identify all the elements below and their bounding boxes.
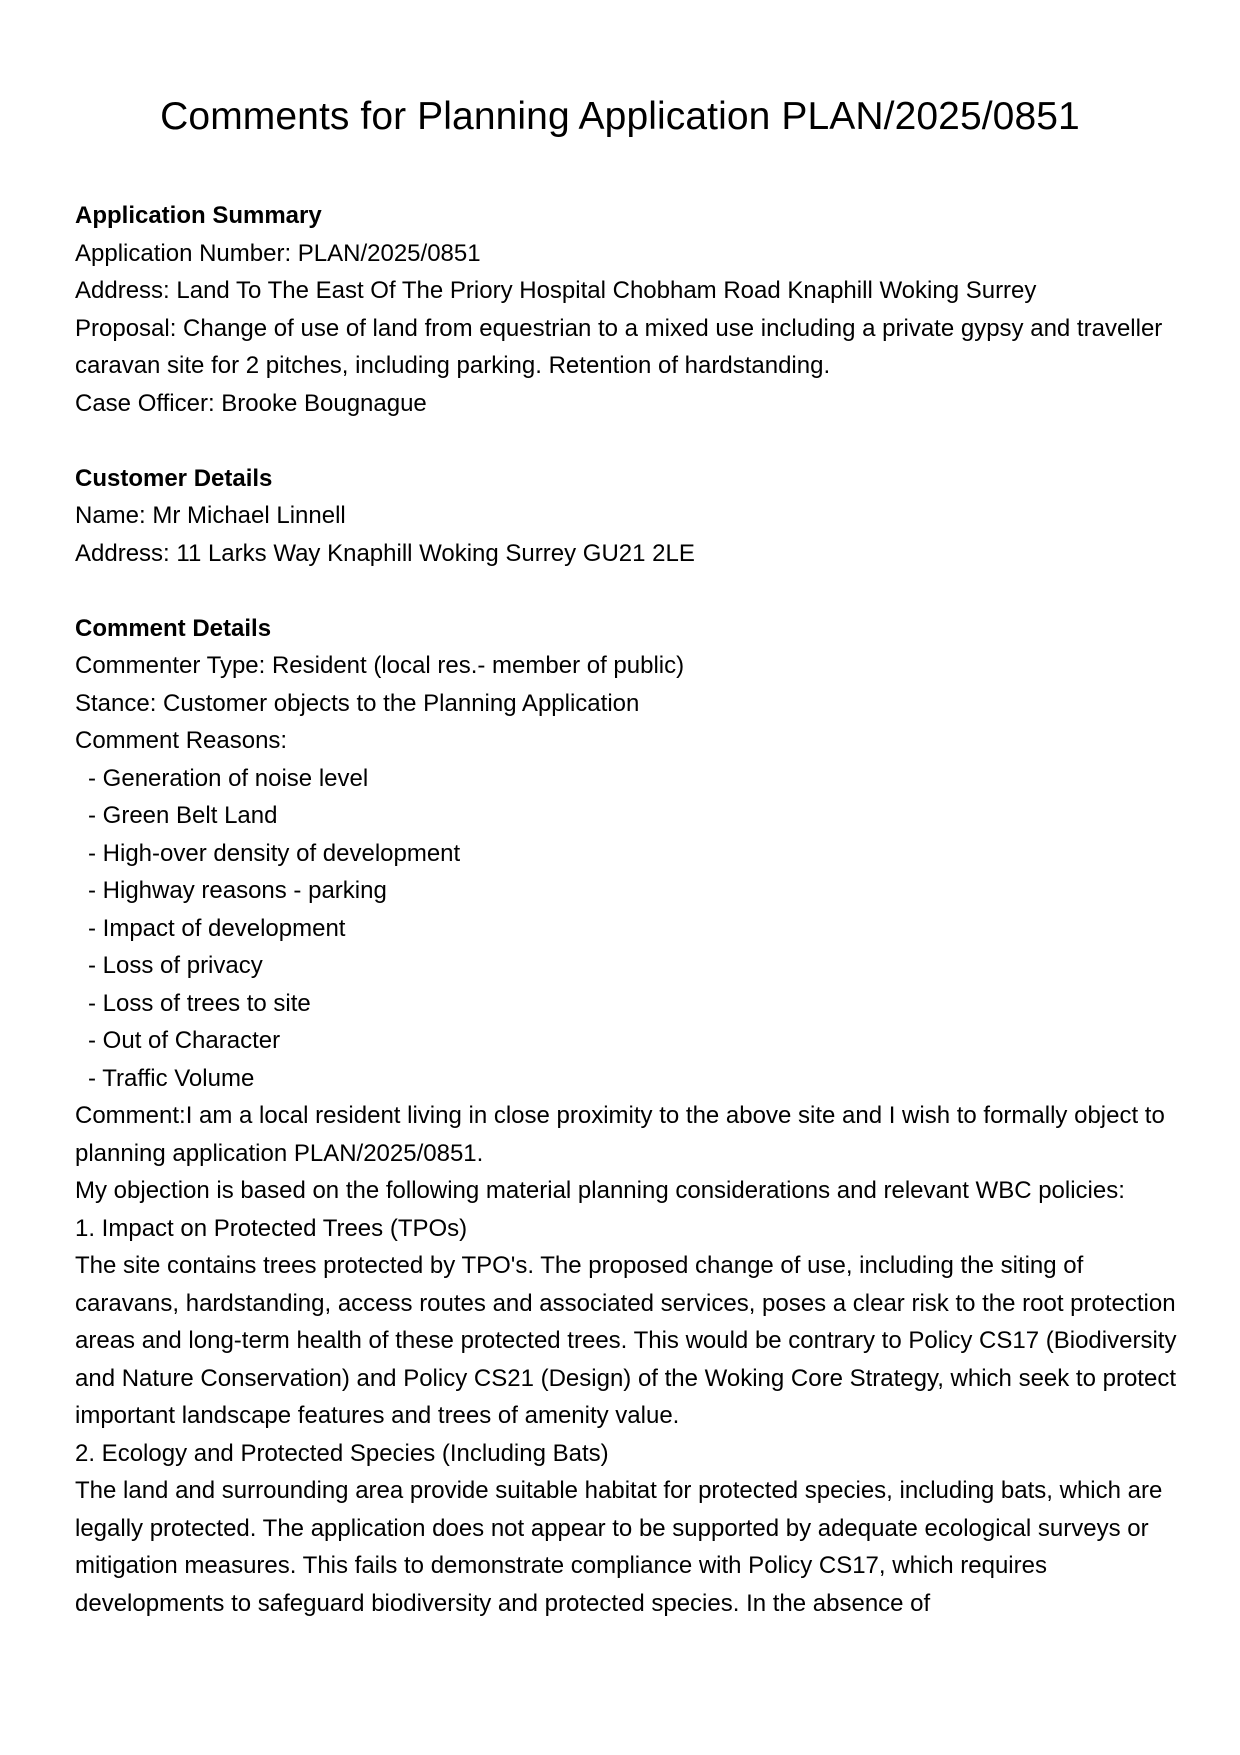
list-item: - Loss of privacy	[75, 947, 1185, 985]
application-number: Application Number: PLAN/2025/0851	[75, 239, 481, 267]
application-summary-section	[75, 197, 1185, 422]
customer-address: Address: 11 Larks Way Knaphill Woking Surrey GU21 2LE	[75, 539, 695, 567]
comment-details-heading: Comment Details	[75, 614, 272, 642]
comment-intro: Comment:I am a local resident living in close proximity to the above site and I wish to formally object to planning application PLAN/2025/0851.	[75, 1102, 1165, 1167]
list-item: - Out of Character	[75, 1022, 1185, 1060]
application-address: Address: Land To The East Of The Priory Hospital Chobham Road Knaphill Woking Surrey	[75, 277, 1037, 304]
case-officer: Case Officer: Brooke Bougnague	[75, 389, 427, 417]
customer-details-section	[75, 460, 1185, 573]
comment-reasons-list	[75, 760, 1185, 1098]
comment-reasons-label: Comment Reasons:	[75, 727, 288, 754]
comment-details-section	[75, 610, 1185, 1623]
list-item: - Impact of development	[75, 910, 1185, 948]
section-spacer	[75, 572, 1185, 610]
customer-details-heading: Customer Details	[75, 464, 273, 492]
section-spacer	[75, 422, 1185, 460]
document-body	[75, 197, 1185, 1622]
list-item: - High-over density of development	[75, 835, 1185, 873]
point-1-heading: 1. Impact on Protected Trees (TPOs)	[75, 1214, 468, 1242]
list-item: - Green Belt Land	[75, 797, 1185, 835]
objection-basis: My objection is based on the following material planning considerations and relevant WBC policies:	[75, 1177, 1125, 1204]
point-1-body: The site contains trees protected by TPO's. The proposed change of use, including the siting of caravans, hardstanding, access routes and associated services, poses a clear risk to the root protection areas and long-term health of these protected trees. This would be contrary to Policy CS17 (Biodiversity and Nature Conservation) and Policy CS21 (Design) of the Woking Core Strategy, which seek to protect important landscape features and trees of amenity value.	[75, 1252, 1177, 1429]
list-item: - Traffic Volume	[75, 1060, 1185, 1098]
list-item: - Highway reasons - parking	[75, 872, 1185, 910]
point-2-body: The land and surrounding area provide suitable habitat for protected species, including bats, which are legally protected. The application does not appear to be supported by adequate ecological surveys or mitigation measures. This fails to demonstrate compliance with Policy CS17, which requires developments to safeguard biodiversity and protected species. In the absence of	[75, 1477, 1163, 1617]
stance: Stance: Customer objects to the Planning Application	[75, 689, 640, 717]
list-item: - Loss of trees to site	[75, 985, 1185, 1023]
point-2-heading: 2. Ecology and Protected Species (Including Bats)	[75, 1439, 609, 1467]
commenter-type: Commenter Type: Resident (local res.- member of public)	[75, 652, 685, 679]
customer-name: Name: Mr Michael Linnell	[75, 502, 346, 529]
list-item: - Generation of noise level	[75, 760, 1185, 798]
application-proposal: Proposal: Change of use of land from equestrian to a mixed use including a private gypsy and traveller caravan site for 2 pitches, including parking. Retention of hardstanding.	[75, 314, 1169, 379]
page-title: Comments for Planning Application PLAN/2025/0851	[160, 95, 1080, 138]
application-summary-heading: Application Summary	[75, 202, 322, 229]
